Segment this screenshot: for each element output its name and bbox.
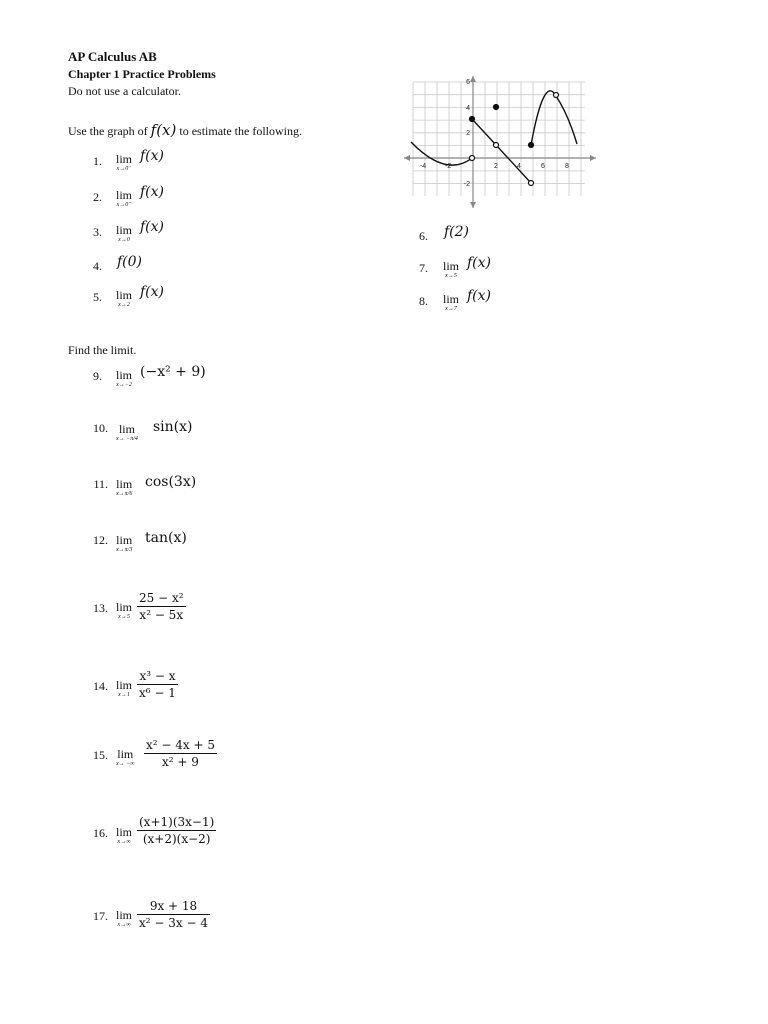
problem-number: 12. [93, 533, 108, 547]
numerator: 25 − x² [139, 591, 184, 605]
x-axis-arrow-left [404, 155, 410, 161]
numerator: x² − 4x + 5 [146, 738, 215, 752]
x-tick-label: 6 [541, 163, 545, 170]
y-tick-label: -2 [463, 181, 470, 188]
function-value: f(0) [117, 254, 143, 270]
limit-expression: sin(x) [153, 419, 193, 435]
instruction-after: to estimate the following. [179, 124, 303, 138]
lim-word: lim [116, 600, 133, 614]
limit-expression: (−x² + 9) [140, 364, 206, 380]
closed-point [529, 143, 534, 148]
x-tick-label: -4 [419, 163, 427, 170]
problem-number: 10. [93, 421, 108, 435]
problem-number: 9. [93, 369, 102, 383]
y-tick-label: 4 [466, 105, 470, 112]
numerator: x³ − x [137, 669, 178, 685]
denominator: x² − 5x [139, 608, 184, 622]
instruction-before: Use the graph of [68, 124, 148, 138]
limit-operator [116, 289, 132, 309]
lim-word: lim [116, 188, 133, 202]
limit-approach: x→1 [118, 692, 130, 698]
problem-number: 14. [93, 679, 108, 693]
limit-expression: f(x) [140, 184, 165, 200]
denominator: x² − 3x − 4 [139, 916, 208, 930]
problem-number: 17. [93, 909, 108, 923]
denominator: x² + 9 [162, 755, 199, 769]
find-limit-heading: Find the limit. [68, 343, 137, 357]
limit-approach: x→2 [118, 302, 130, 308]
limit-operator [116, 909, 132, 929]
problem-number: 3. [93, 225, 102, 239]
open-point [494, 143, 499, 148]
graph-grid [413, 82, 585, 196]
problem-number: 6. [419, 229, 428, 243]
numerator: (x+1)(3x−1) [139, 815, 215, 829]
y-tick-label: 6 [466, 79, 470, 86]
limit-operator [116, 748, 135, 768]
function-value: f(2) [444, 224, 470, 240]
limit-operator [116, 826, 132, 846]
lim-word: lim [443, 292, 460, 306]
limit-operator [443, 293, 459, 313]
lim-word: lim [116, 477, 133, 491]
limit-operator [116, 534, 132, 554]
problem-number: 7. [419, 261, 428, 275]
limit-approach: x→7 [445, 306, 457, 312]
graph-axes [404, 76, 596, 208]
limit-expression: f(x) [140, 148, 165, 164]
limit-approach: x→0⁻ [116, 202, 132, 208]
problem-number: 16. [93, 826, 108, 840]
fraction [144, 738, 217, 769]
problem-number: 4. [93, 259, 102, 273]
limit-approach: x→π/3 [116, 547, 133, 553]
limit-operator [443, 260, 459, 280]
limit-approach: x→0⁻ [116, 166, 132, 172]
lim-word: lim [116, 368, 133, 382]
lim-word: lim [116, 825, 133, 839]
y-axis-arrow [470, 76, 476, 82]
denominator: x⁶ − 1 [139, 686, 176, 700]
limit-operator [116, 679, 132, 699]
limit-operator [116, 189, 132, 209]
problem-number: 2. [93, 190, 102, 204]
lim-word: lim [116, 223, 133, 237]
limit-approach: x→−2 [116, 382, 132, 388]
limit-operator [116, 369, 132, 389]
calculator-note: Do not use a calculator. [68, 84, 181, 98]
function-graph [400, 74, 600, 210]
limit-operator [116, 224, 132, 244]
limit-expression: f(x) [467, 288, 492, 304]
lim-word: lim [118, 422, 135, 436]
open-point [554, 93, 559, 98]
instruction-func: f(x) [150, 121, 177, 139]
limit-approach: x→0 [118, 237, 130, 243]
limit-expression: cos(3x) [145, 474, 197, 490]
limit-expression: f(x) [140, 219, 165, 235]
open-point [470, 156, 475, 161]
fraction [137, 899, 210, 930]
problem-number: 1. [93, 154, 102, 168]
lim-word: lim [116, 152, 133, 166]
lim-word: lim [117, 747, 134, 761]
lim-word: lim [116, 678, 133, 692]
limit-operator [116, 601, 132, 621]
closed-point [494, 105, 499, 110]
x-axis-arrow [590, 155, 596, 161]
numerator: 9x + 18 [137, 899, 210, 915]
x-tick-label: 4 [517, 163, 521, 170]
graph-instruction [68, 121, 302, 139]
fraction [137, 591, 186, 622]
problem-number: 11. [93, 477, 108, 491]
x-tick-label: -2 [444, 163, 452, 170]
lim-word: lim [116, 908, 133, 922]
closed-point [470, 117, 475, 122]
limit-approach: x→ −π/4 [116, 436, 138, 442]
fraction [137, 669, 178, 700]
lim-word: lim [116, 533, 133, 547]
y-tick-label: 2 [466, 130, 470, 137]
limit-approach: x→∞ [117, 922, 131, 928]
curve-right [531, 91, 577, 145]
lim-word: lim [443, 259, 460, 273]
segment-middle-upper [472, 119, 496, 145]
x-tick-label: 2 [494, 163, 498, 170]
limit-expression: tan(x) [145, 530, 187, 546]
problem-number: 8. [419, 294, 428, 308]
fraction [137, 815, 216, 846]
open-point [529, 181, 534, 186]
denominator: (x+2)(x−2) [142, 832, 211, 846]
limit-approach: x→π/6 [116, 491, 133, 497]
lim-word: lim [116, 288, 133, 302]
limit-approach: x→5 [445, 273, 457, 279]
y-axis-arrow-down [470, 202, 476, 208]
limit-approach: x→ −∞ [116, 761, 135, 767]
limit-operator [116, 478, 132, 498]
problem-number: 15. [93, 748, 108, 762]
limit-expression: f(x) [467, 255, 492, 271]
limit-approach: x→5 [118, 614, 130, 620]
course-title: AP Calculus AB [68, 49, 157, 64]
problem-number: 13. [93, 601, 108, 615]
limit-operator [116, 153, 132, 173]
limit-approach: x→∞ [117, 839, 131, 845]
limit-expression: f(x) [140, 284, 165, 300]
segment-middle-lower [496, 145, 531, 183]
problem-number: 5. [93, 290, 102, 304]
limit-operator [116, 423, 138, 443]
x-tick-label: 8 [565, 163, 569, 170]
chapter-title: Chapter 1 Practice Problems [68, 67, 216, 81]
